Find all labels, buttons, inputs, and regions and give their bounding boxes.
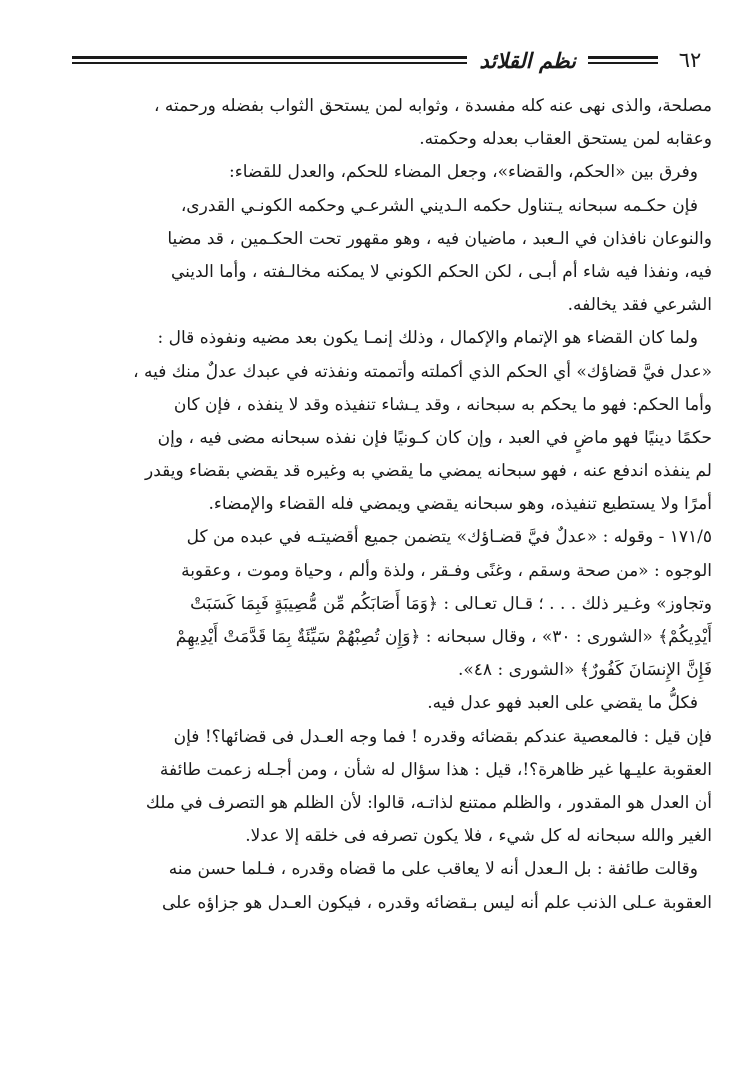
header-rule-long [72, 56, 467, 64]
page-header [72, 42, 712, 78]
text-line: وقالت طائفة : بل الـعدل أنه لا يعاقب على ما قضاه وقدره ، فـلما حسن منه [168, 859, 698, 880]
text-line: والنوعان نافذان في الـعبد ، ماضيان فيه ، وهو مقهور تحت الحكـمين ، قد مضيا [167, 228, 712, 249]
paragraph [72, 322, 712, 521]
text-line: «عدل فيَّ قضاؤك» أي الحكم الذي أكملته وأتممته ونفذته في عبدك عدلٌ منك فيه ، [133, 361, 712, 382]
paragraph [72, 521, 712, 687]
header-rule-short [588, 56, 658, 64]
body-text [72, 90, 712, 920]
text-line: العقوبة عـلى الذنب علم أنه ليس بـقضائه وقدره ، فيكون العـدل هو جزاؤه على [161, 892, 712, 913]
book-title: نظم القلائد [479, 47, 576, 73]
paragraph [72, 721, 712, 854]
text-line: وعقابه لمن يستحق العقاب بعدله وحكمته. [419, 129, 712, 150]
text-line: فإن حكـمه سبحانه يـتناول حكمه الـديني الشرعـي وحكمه الكونـي القدرى، [180, 195, 698, 216]
text-line: وفرق بين «الحكم، والقضاء»، وجعل المضاء للحكم، والعدل للقضاء: [229, 162, 698, 183]
text-line: الوجوه : «من صحة وسقم ، وغنًى وفـقر ، ولذة وألم ، وحياة وموت ، وعقوبة [181, 560, 712, 581]
text-line: فيه، ونفذا فيه شاء أم أبـى ، لكن الحكم الكوني لا يمكنه مخالـفته ، وأما الديني [170, 261, 712, 282]
text-line: الشرعي فقد يخالفه. [567, 295, 712, 316]
paragraph [72, 190, 712, 323]
paragraph [72, 853, 712, 919]
text-line: فَإِنَّ الإِنسَانَ كَفُورٌ﴾ «الشورى : ٤٨». [457, 660, 712, 681]
text-line: الغير والله سبحانه له كل شيء ، فلا يكون تصرفه فى خلقه إلا عدلا. [245, 826, 712, 847]
text-line: حكمًا دينيًا فهو ماضٍ في العبد ، وإن كان كـونيًا فإن نفذه سبحانه مضى فيه ، وإن [157, 427, 712, 448]
paragraph [72, 156, 712, 189]
text-line: أَيْدِيكُمْ﴾ «الشورى : ٣٠» ، وقال سبحانه : ﴿وَإِن تُصِبْهُمْ سَيِّئَةٌ بِمَا قَدَّمَتْ أَيْدِيهِمْ [175, 627, 712, 647]
text-line: ١٧١/٥ - وقوله : «عدلٌ فيَّ قضـاؤك» يتضمن جميع أقضيتـه في عبده من كل [186, 527, 712, 548]
paragraph [72, 687, 712, 720]
text-line: أن العدل هو المقدور ، والظلم ممتنع لذاتـه، قالوا: لأن الظلم هو التصرف في ملك [145, 792, 712, 813]
paragraph [72, 90, 712, 156]
text-line: العقوبة عليـها غير ظاهرة؟!، قيل : هذا سؤال له شأن ، ومن أجـله زعمت طائفة [159, 759, 712, 780]
text-line: فإن قيل : فالمعصية عندكم بقضائه وقدره ! فما وجه العـدل فى قضائها؟! فإن [173, 726, 712, 747]
text-line: وتجاوز» وغـير ذلك . . . ؛ قـال تعـالى : ﴿وَمَا أَصَابَكُم مِّن مُّصِيبَةٍ فَبِمَا كَسَبَتْ [190, 593, 712, 614]
text-line: لم ينفذه اندفع عنه ، فهو سبحانه يمضي ما يقضي به وغيره قد يقضي بقضاء ويقدر [145, 461, 712, 482]
text-line: أمرًا ولا يستطيع تنفيذه، وهو سبحانه يقضي ويمضي فله القضاء والإمضاء. [208, 494, 712, 515]
page-number: ٦٢ [678, 48, 702, 72]
text-line: ولما كان القضاء هو الإتمام والإكمال ، وذلك إنمـا يكون بعد مضيه ونفوذه قال : [157, 328, 698, 349]
text-line: مصلحة، والذى نهى عنه كله مفسدة ، وثوابه لمن يستحق الثواب بفضله ورحمته ، [153, 96, 712, 116]
text-line: فكلُّ ما يقضي على العبد فهو عدل فيه. [427, 693, 698, 714]
text-line: وأما الحكم: فهو ما يحكم به سبحانه ، وقد يـشاء تنفيذه وقد لا ينفذه ، فإن كان [173, 394, 712, 415]
